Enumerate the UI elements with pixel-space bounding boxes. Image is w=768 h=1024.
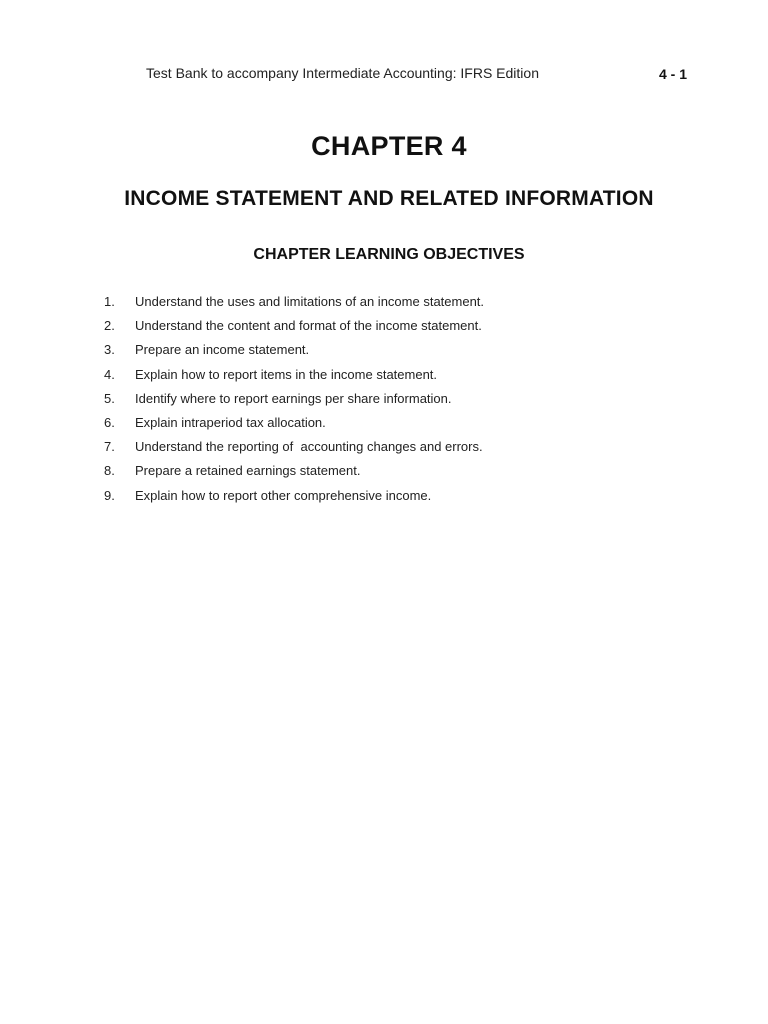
objective-number: 1. [104, 294, 115, 309]
objective-text: Understand the reporting of accounting changes and errors. [135, 439, 483, 455]
objective-text: Explain intraperiod tax allocation. [135, 414, 326, 430]
chapter-title: CHAPTER 4 [311, 131, 467, 161]
objective-text: Identify where to report earnings per share information. [135, 390, 452, 406]
objective-number: 4. [104, 366, 115, 382]
objective-number: 8. [104, 463, 115, 479]
objectives-list [104, 293, 664, 511]
objective-number: 3. [104, 342, 115, 358]
objective-number: 2. [104, 318, 115, 334]
objective-text: Explain how to report other comprehensive income. [135, 487, 432, 503]
objective-text: Prepare an income statement. [135, 342, 310, 358]
objective-text: Understand the uses and limitations of an income statement. [135, 294, 485, 309]
objectives-heading: CHAPTER LEARNING OBJECTIVES [253, 246, 525, 263]
objective-number: 6. [104, 414, 115, 430]
objective-item [104, 366, 664, 390]
objective-item [104, 341, 664, 365]
objective-item [104, 438, 664, 462]
objective-number: 7. [104, 439, 115, 455]
objective-item [104, 462, 664, 486]
page-number: 4 - 1 [658, 66, 687, 82]
objective-item [104, 317, 664, 341]
running-header: Test Bank to accompany Intermediate Accounting: IFRS Edition [146, 65, 539, 81]
objective-item [104, 487, 664, 511]
objective-text: Prepare a retained earnings statement. [135, 463, 361, 479]
objective-number: 9. [104, 487, 115, 503]
objective-item [104, 390, 664, 414]
objective-number: 5. [104, 390, 115, 406]
objective-item [104, 414, 664, 438]
chapter-subtitle: INCOME STATEMENT AND RELATED INFORMATION [124, 187, 654, 210]
objective-text: Understand the content and format of the income statement. [135, 318, 482, 334]
objective-text: Explain how to report items in the income statement. [135, 366, 438, 382]
objective-item [104, 293, 664, 317]
